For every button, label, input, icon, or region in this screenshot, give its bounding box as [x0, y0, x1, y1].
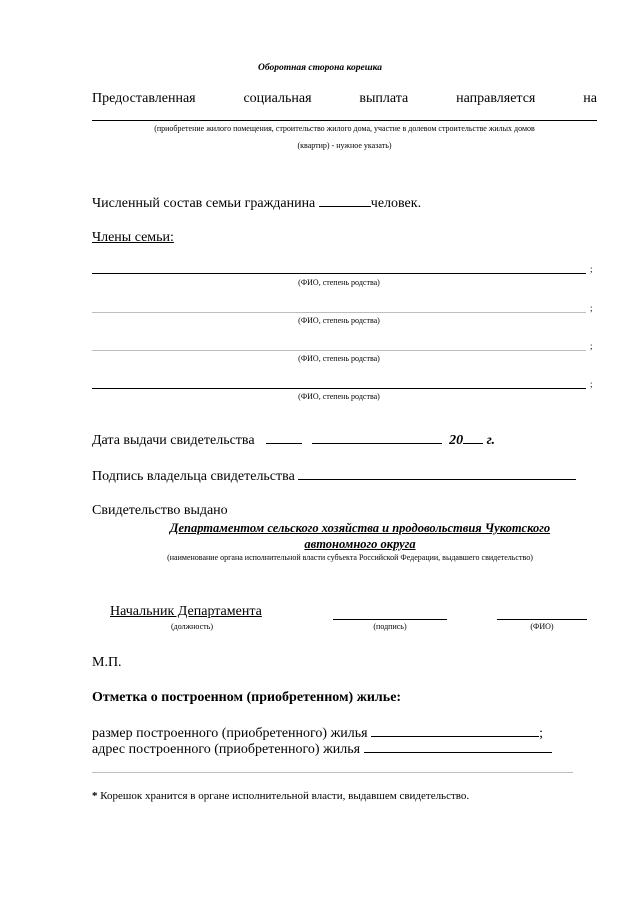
official-name-field[interactable] [497, 619, 587, 620]
family-member-caption-4: (ФИО, степень родства) [298, 392, 380, 401]
issue-date-line [92, 432, 495, 449]
family-member-field-2[interactable] [92, 312, 586, 313]
stamp-placeholder: М.П. [92, 655, 122, 670]
official-signature-field[interactable] [333, 619, 447, 620]
issue-date-year-field[interactable] [463, 432, 483, 444]
family-member-caption-2: (ФИО, степень родства) [298, 316, 380, 325]
issued-by-label: Свидетельство выдано [92, 503, 228, 518]
holder-signature-field[interactable] [298, 468, 576, 480]
housing-size-label: размер построенного (приобретенного) жилья [92, 726, 368, 741]
housing-size-field[interactable] [371, 725, 539, 737]
family-member-caption-3: (ФИО, степень родства) [298, 354, 380, 363]
family-count-label: Численный состав семьи гражданина [92, 196, 316, 211]
issue-date-year-suffix: г. [486, 433, 496, 448]
housing-size-semicolon: ; [539, 726, 543, 741]
family-count-line [92, 195, 421, 212]
footnote-separator [92, 772, 573, 773]
issue-date-year-prefix: 20 [449, 433, 464, 448]
family-member-semicolon-2: ; [590, 303, 593, 313]
official-signature-caption: (подпись) [373, 622, 407, 631]
family-member-field-4[interactable] [92, 388, 586, 389]
family-member-semicolon-3: ; [590, 341, 593, 351]
issuing-organization [0, 520, 640, 552]
housing-address-line [92, 741, 552, 758]
housing-address-field[interactable] [364, 741, 552, 753]
holder-signature-line [92, 468, 576, 485]
official-name-caption: (ФИО) [530, 622, 554, 631]
family-count-suffix: человек. [370, 196, 422, 211]
issuing-organization-line-2: автономного округа [304, 537, 416, 551]
family-member-semicolon-4: ; [590, 379, 593, 389]
issuing-organization-caption: (наименование органа исполнительной власти субъекта Российской Федерации, выдавшего свидетельство) [167, 553, 533, 562]
issuing-organization-line-1: Департаментом сельского хозяйства и продовольствия Чукотского [169, 521, 551, 535]
payment-word-3: выплата [359, 91, 409, 106]
payment-purpose-caption-1: (приобретение жилого помещения, строительство жилого дома, участие в долевом строительстве жилых домов [154, 124, 535, 133]
payment-word-4: направляется [456, 91, 536, 106]
housing-size-line [92, 725, 543, 742]
housing-heading: Отметка о построенном (приобретенном) жилье: [92, 690, 402, 705]
footnote-star: * [92, 790, 98, 802]
footnote-text: Корешок хранится в органе исполнительной власти, выдавшем свидетельство. [100, 790, 470, 802]
issue-date-day-field[interactable] [266, 432, 302, 444]
official-position-caption: (должность) [171, 622, 213, 631]
housing-address-label: адрес построенного (приобретенного) жилья [92, 742, 361, 757]
issue-date-month-field[interactable] [312, 432, 442, 444]
footnote [92, 790, 469, 802]
official-position: Начальник Департамента [110, 604, 262, 619]
issue-date-label: Дата выдачи свидетельства [92, 433, 255, 448]
family-members-heading: Члены семьи: [92, 230, 174, 245]
family-member-semicolon-1: ; [590, 264, 593, 274]
page-title: Оборотная сторона корешка [258, 63, 382, 73]
payment-word-5: на [583, 91, 597, 106]
family-member-caption-1: (ФИО, степень родства) [298, 278, 380, 287]
payment-purpose-field[interactable] [92, 120, 597, 121]
payment-word-2: социальная [243, 91, 312, 106]
payment-word-1: Предоставленная [92, 91, 196, 106]
payment-purpose-line [92, 91, 597, 107]
family-member-field-1[interactable] [92, 273, 586, 274]
family-count-field[interactable] [319, 195, 371, 207]
payment-purpose-caption-2: (квартир) - нужное указать) [297, 141, 392, 150]
holder-signature-label: Подпись владельца свидетельства [92, 469, 295, 484]
family-member-field-3[interactable] [92, 350, 586, 351]
